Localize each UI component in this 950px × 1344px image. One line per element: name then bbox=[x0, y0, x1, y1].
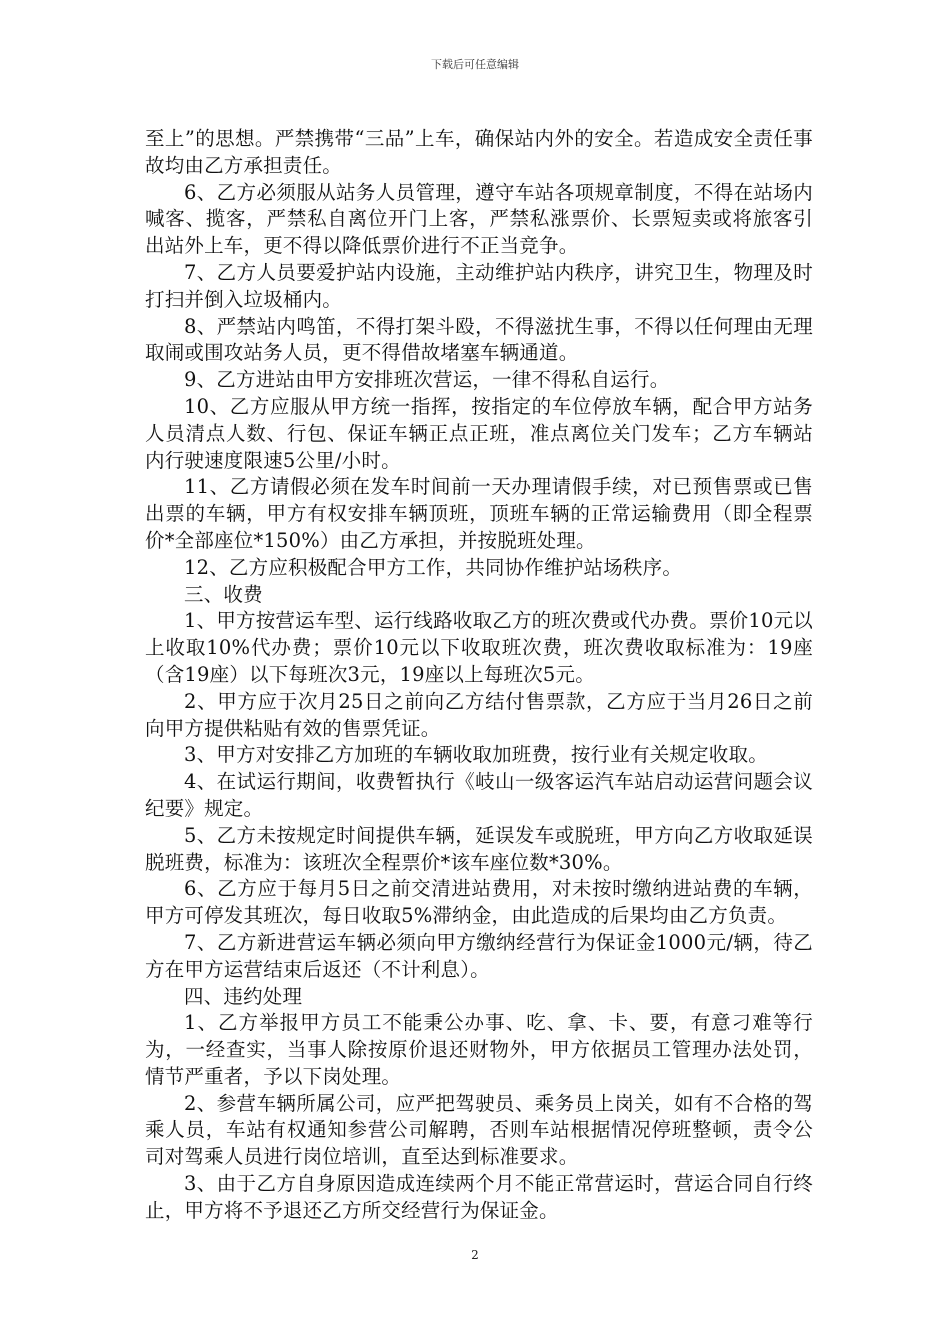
paragraph-fee-6: 6、乙方应于每月5日之前交清进站费用，对未按时缴纳进站费的车辆，甲方可停发其班次，每日收取5%滞纳金，由此造成的后果均由乙方负责。 bbox=[145, 877, 813, 928]
paragraph-breach-1: 1、乙方举报甲方员工不能秉公办事、吃、拿、卡、要，有意刁难等行为，一经查实，当事人除按原价退还财物外，甲方依据员工管理办法处罚，情节严重者，予以下岗处理。 bbox=[145, 1011, 813, 1088]
paragraph-fee-7: 7、乙方新进营运车辆必须向甲方缴纳经营行为保证金1000元/辆，待乙方在甲方运营结束后返还（不计利息）。 bbox=[145, 930, 813, 981]
paragraph-item-8: 8、严禁站内鸣笛，不得打架斗殴，不得滋扰生事，不得以任何理由无理取闹或围攻站务人员，更不得借故堵塞车辆通道。 bbox=[145, 314, 813, 365]
paragraph-item-11: 11、乙方请假必须在发车时间前一天办理请假手续，对已预售票或已售出票的车辆，甲方有权安排车辆顶班，顶班车辆的正常运输费用（即全程票价*全部座位*150%）由乙方承担，并按脱班处理。 bbox=[145, 475, 813, 552]
section-heading-fees: 三、收费 bbox=[184, 582, 263, 606]
paragraph-breach-3: 3、由于乙方自身原因造成连续两个月不能正常营运时，营运合同自行终止，甲方将不予退还乙方所交经营行为保证金。 bbox=[145, 1172, 813, 1222]
section-heading-breach: 四、违约处理 bbox=[184, 984, 303, 1008]
paragraph-item-10: 10、乙方应服从甲方统一指挥，按指定的车位停放车辆，配合甲方站务人员清点人数、行包、保证车辆正点正班，准点离位关门发车；乙方车辆站内行驶速度限速5公里/小时。 bbox=[145, 394, 813, 472]
paragraph-fee-5: 5、乙方未按规定时间提供车辆，延误发车或脱班，甲方向乙方收取延误脱班费，标准为：该班次全程票价*该车座位数*30%。 bbox=[145, 823, 813, 874]
paragraph-fee-4: 4、在试运行期间，收费暂执行《岐山一级客运汽车站启动运营问题会议纪要》规定。 bbox=[145, 770, 813, 820]
paragraph-fee-2: 2、甲方应于次月25日之前向乙方结付售票款，乙方应于当月26日之前向甲方提供粘贴有效的售票凭证。 bbox=[145, 689, 813, 740]
paragraph-item-7: 7、乙方人员要爱护站内设施，主动维护站内秩序，讲究卫生，物理及时打扫并倒入垃圾桶内。 bbox=[145, 260, 813, 311]
paragraph-item-12: 12、乙方应积极配合甲方工作，共同协作维护站场秩序。 bbox=[184, 555, 683, 579]
paragraph-fee-3: 3、甲方对安排乙方加班的车辆收取加班费，按行业有关规定收取。 bbox=[184, 743, 768, 767]
paragraph-breach-2: 2、参营车辆所属公司，应严把驾驶员、乘务员上岗关，如有不合格的驾乘人员，车站有权通知参营公司解聘，否则车站根据情况停班整顿，责令公司对驾乘人员进行岗位培训，直至达到标准要求。 bbox=[145, 1091, 813, 1169]
paragraph-continuation: 至上”的思想。严禁携带“三品”上车，确保站内外的安全。若造成安全责任事故均由乙方承担责任。 bbox=[145, 127, 813, 177]
document-body bbox=[145, 126, 813, 1225]
page-header-note: 下载后可任意编辑 bbox=[431, 58, 519, 71]
paragraph-fee-1: 1、甲方按营运车型、运行线路收取乙方的班次费或代办费。票价10元以上收取10%代办费；票价10元以下收取班次费，班次费收取标准为：19座（含19座）以下每班次3元，19座以上每班次5元。 bbox=[145, 609, 813, 686]
page-number: 2 bbox=[471, 1248, 479, 1262]
paragraph-item-6: 6、乙方必须服从站务人员管理，遵守车站各项规章制度，不得在站场内喊客、揽客，严禁私自离位开门上客，严禁私涨票价、长票短卖或将旅客引出站外上车，更不得以降低票价进行不正当竞争。 bbox=[145, 180, 813, 258]
paragraph-item-9: 9、乙方进站由甲方安排班次营运，一律不得私自运行。 bbox=[184, 368, 670, 392]
